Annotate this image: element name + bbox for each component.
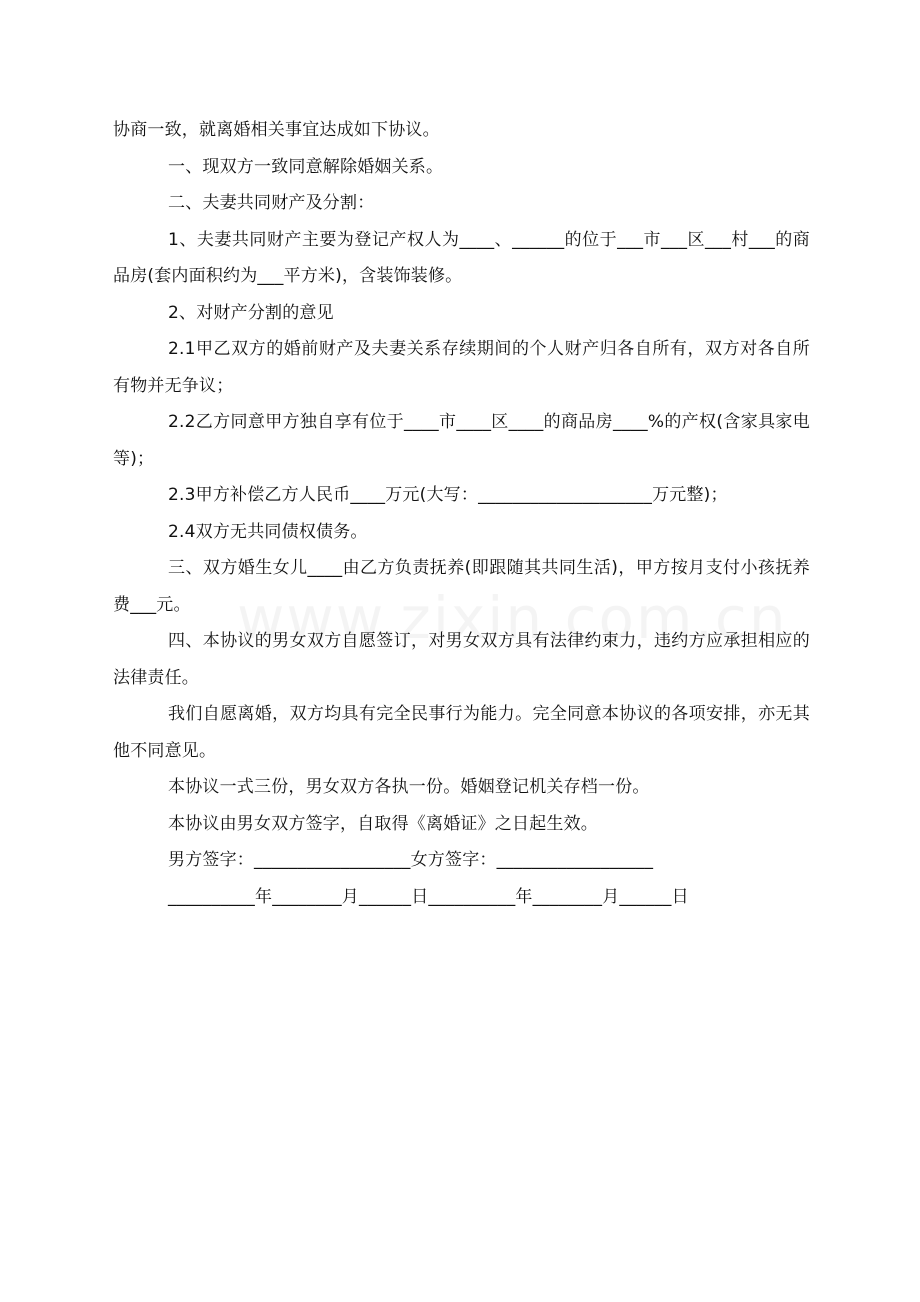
paragraph-copies: 本协议一式三份，男女双方各执一份。婚姻登记机关存档一份。 [168,777,650,797]
paragraph-voluntary-statement: 我们自愿离婚，双方均具有完全民事行为能力。完全同意本协议的各项安排，亦无其他不同意见。 [113,704,810,761]
paragraph-clause-1: 一、现双方一致同意解除婚姻关系。 [168,156,444,177]
paragraph-item-2-4: 2.4双方无共同债权债务。 [168,521,368,542]
paragraph-clause-3: 三、双方婚生女儿____由乙方负责抚养(即跟随其共同生活)，甲方按月支付小孩抚养费___元。 [113,558,810,615]
paragraph-clause-2-heading: 二、夫妻共同财产及分割： [168,193,375,213]
agreement-body [113,112,810,915]
paragraph-preamble: 协商一致，就离婚相关事宜达成如下协议。 [113,120,440,140]
paragraph-effective-date: 本协议由男女双方签字，自取得《离婚证》之日起生效。 [168,813,598,834]
paragraph-property-description: 1、夫妻共同财产主要为登记产权人为____、______的位于___市___区___村___的商品房(套内面积约为___平方米)，含装饰装修。 [113,229,810,286]
paragraph-item-2-3: 2.3甲方补偿乙方人民币____万元(大写：____________________万元整)； [168,485,728,505]
paragraph-item-2-1: 2.1甲乙双方的婚前财产及夫妻关系存续期间的个人财产归各自所有，双方对各自所有物并无争议； [113,339,810,396]
signature-line: 男方签字：__________________女方签字：__________________ [168,850,654,870]
paragraph-item-2-2: 2.2乙方同意甲方独自享有位于____市____区____的商品房____%的产权(含家具家电等)； [113,412,810,469]
paragraph-division-heading: 2、对财产分割的意见 [168,302,334,323]
date-line: __________年________月______日__________年________月______日 [168,886,689,907]
paragraph-clause-4: 四、本协议的男女双方自愿签订，对男女双方具有法律约束力，违约方应承担相应的法律责任。 [113,631,810,688]
